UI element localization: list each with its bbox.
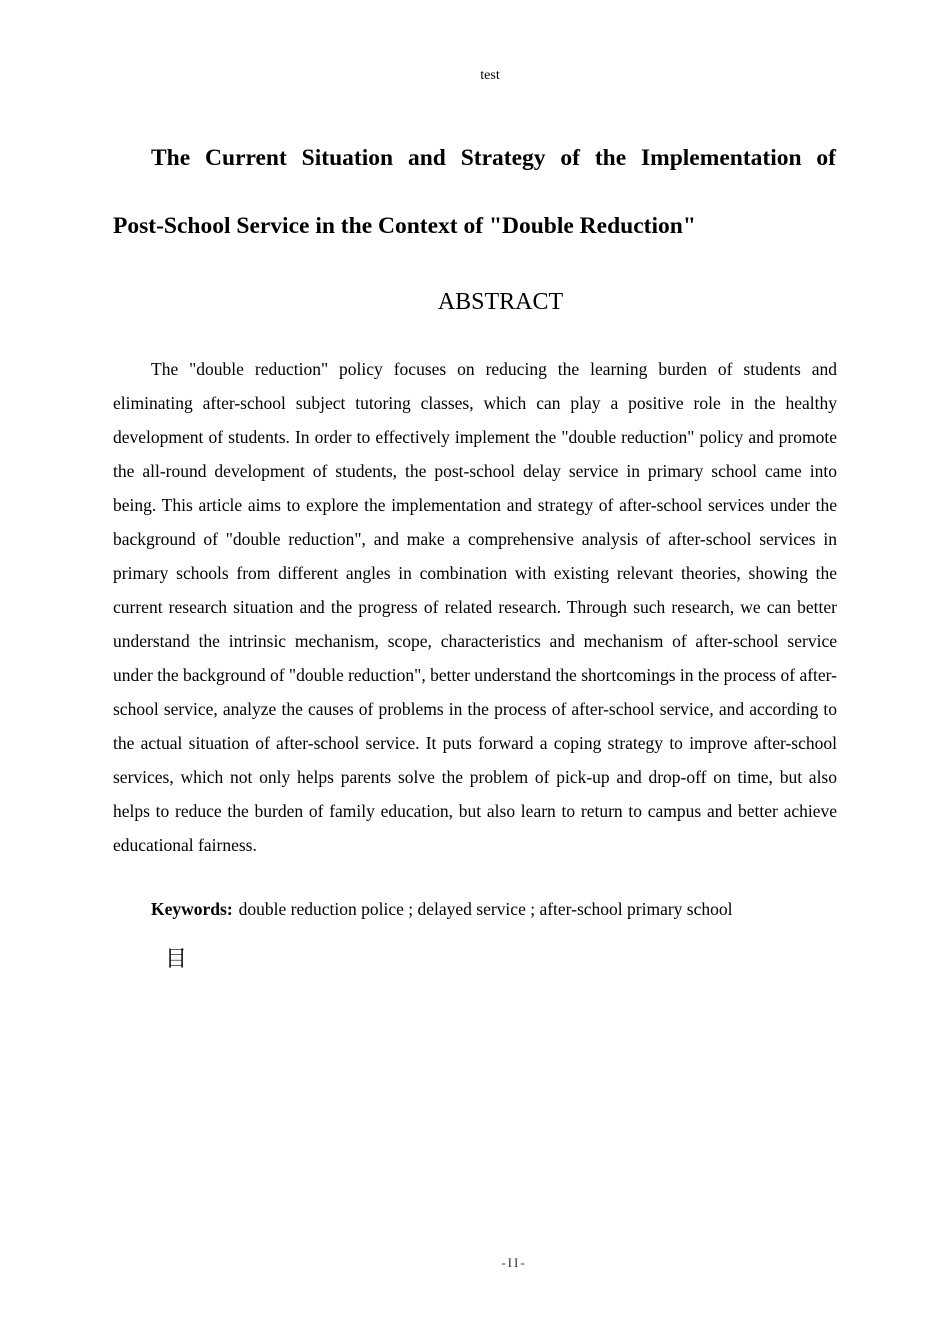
page-header: test <box>480 68 500 83</box>
keywords-value: double reduction police ; delayed service ; after-school primary school <box>238 899 733 919</box>
abstract-body: The "double reduction" policy focuses on reducing the learning burden of students and eliminating after-school subject tutoring classes, which can play a positive role in the healthy development of students. In order to effectively implement the "double reduction" policy and promote the all-round development of students, the post-school delay service in primary school came into being. This article aims to explore the implementation and strategy of after-school services under the background of "double reduction", and make a comprehensive analysis of after-school services in primary schools from different angles in combination with existing relevant theories, showing the current research situation and the progress of related research. Through such research, we can better understand the intrinsic mechanism, scope, characteristics and mechanism of after-school service under the background of "double reduction", better understand the shortcomings in the process of after-school service, analyze the causes of problems in the process of after-school service, and according to the actual situation of after-school service. It puts forward a coping strategy to improve after-school services, which not only helps parents solve the problem of pick-up and drop-off on time, but also helps to reduce the burden of family education, but also learn to return to campus and better achieve educational fairness. <box>113 359 837 855</box>
abstract-heading: ABSTRACT <box>437 289 564 315</box>
title-line-2: Post-School Service in the Context of "Double Reduction" <box>113 213 696 239</box>
page-number: -II- <box>501 1255 527 1270</box>
toc-heading-char: 目 <box>165 947 188 972</box>
keywords-line <box>151 895 851 923</box>
title-line-1: The Current Situation and Strategy of the Implementation of <box>151 145 836 171</box>
keywords-label: Keywords: <box>151 899 233 919</box>
